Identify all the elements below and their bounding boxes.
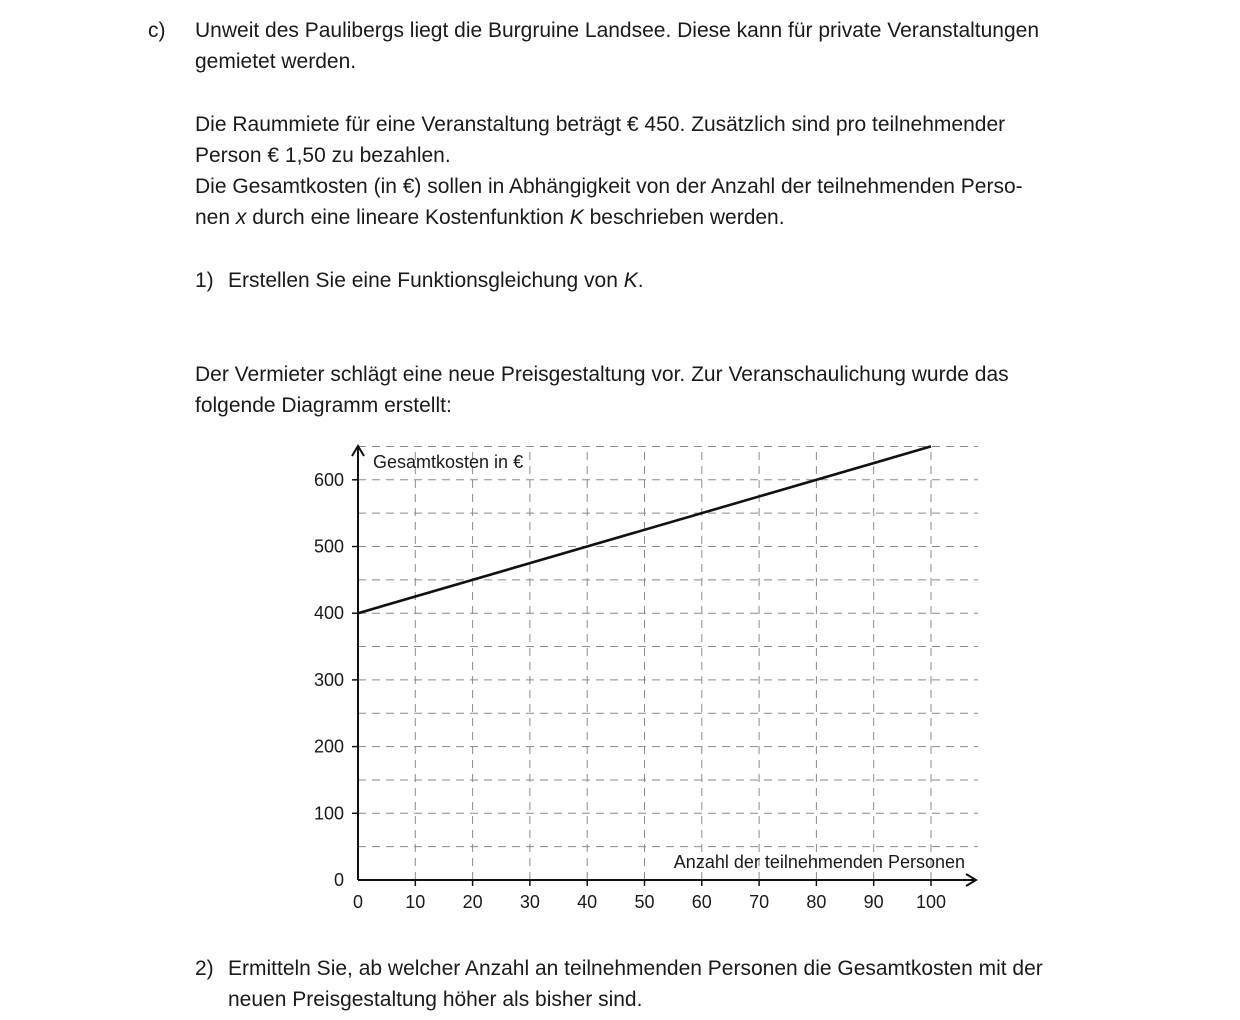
- question-1-number: 1): [195, 269, 214, 292]
- y-tick-label: 400: [313, 603, 344, 624]
- pricing-line-2: Person € 1,50 zu bezahlen.: [195, 144, 451, 167]
- y-tick-label: 100: [313, 803, 344, 824]
- x-axis-title: Anzahl der teilnehmenden Personen: [673, 852, 965, 872]
- x-tick-label: 50: [634, 892, 655, 912]
- question-2-number: 2): [195, 957, 214, 980]
- question-2-line-1: Ermitteln Sie, ab welcher Anzahl an teilnehmenden Personen die Gesamtkosten mit der: [228, 957, 1043, 980]
- x-tick-label: 30: [519, 892, 540, 912]
- x-tick-label: 0: [352, 892, 364, 912]
- x-tick-label: 20: [462, 892, 483, 912]
- x-tick-label: 40: [577, 892, 598, 912]
- x-tick-label: 80: [806, 892, 827, 912]
- y-tick-label: 0: [333, 870, 344, 890]
- new-pricing-line-1: Der Vermieter schlägt eine neue Preisgestaltung vor. Zur Veranschaulichung wurde das: [195, 363, 1009, 386]
- x-tick-label: 60: [691, 892, 712, 912]
- chart-grid: [358, 446, 978, 880]
- intro-line-2: gemietet werden.: [195, 50, 357, 73]
- x-tick-label: 10: [405, 892, 426, 912]
- x-tick-label: 90: [863, 892, 884, 912]
- x-tick-label: 70: [749, 892, 770, 912]
- y-tick-label: 600: [313, 469, 344, 490]
- chart-axes: [352, 446, 976, 886]
- pricing-line-3: Die Gesamtkosten (in €) sollen in Abhängigkeit von der Anzahl der teilnehmenden Perso-: [195, 175, 1023, 198]
- question-2-line-2: neuen Preisgestaltung höher als bisher sind.: [228, 988, 643, 1011]
- x-tick-label: 100: [915, 892, 947, 912]
- pricing-line-1: Die Raummiete für eine Veranstaltung beträgt € 450. Zusätzlich sind pro teilnehmender: [195, 113, 1006, 136]
- y-tick-label: 500: [313, 536, 344, 557]
- question-1-text: Erstellen Sie eine Funktionsgleichung von K.: [228, 269, 644, 292]
- y-tick-label: 200: [313, 736, 344, 757]
- new-pricing-line-2: folgende Diagramm erstellt:: [195, 394, 452, 417]
- chart-ticks: [314, 470, 946, 912]
- task-label: c): [148, 19, 166, 42]
- y-tick-label: 300: [313, 669, 344, 690]
- intro-line-1: Unweit des Paulibergs liegt die Burgruine Landsee. Diese kann für private Veranstaltungen: [195, 19, 1040, 42]
- pricing-line-4: nen x durch eine lineare Kostenfunktion K beschrieben werden.: [195, 206, 785, 229]
- y-axis-title: Gesamtkosten in €: [373, 452, 524, 472]
